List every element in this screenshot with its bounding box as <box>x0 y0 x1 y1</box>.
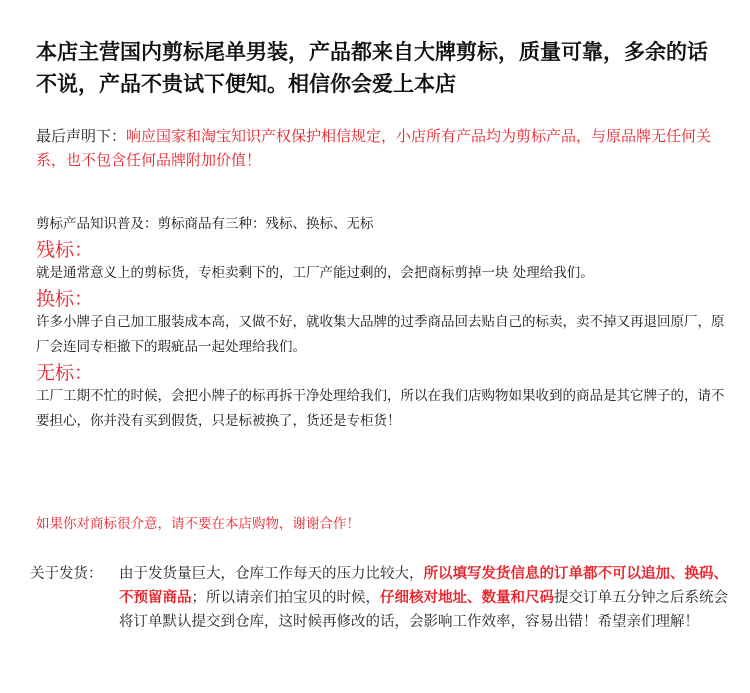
term-replaced-tag: 换标： <box>36 288 94 310</box>
shipping-highlight-no-changes: 所以填写发货信息的订单都不可以追加、换码、不预留商品 <box>119 566 728 606</box>
shipping-text-1: 由于发货量巨大，仓库工作每天的压力比较大， <box>119 566 424 582</box>
final-statement <box>36 124 736 172</box>
term-replaced-tag-description: 许多小牌子自己加工服装成本高，又做不好，就收集大品牌的过季商品回去贴自己的标卖，卖不掉又再退回原厂，原厂会连同专柜撤下的瑕疵品一起处理给我们。 <box>36 314 725 355</box>
trademark-notice: 如果你对商标很介意，请不要在本店购物，谢谢合作！ <box>36 516 360 532</box>
shipping-label: 关于发货： <box>30 566 103 582</box>
tag-knowledge-section <box>36 212 726 434</box>
term-no-tag: 无标： <box>36 362 94 384</box>
shipping-text-2: ；所以请亲们拍宝贝的时候， <box>191 590 380 606</box>
statement-text: 响应国家和淘宝知识产权保护相信规定，小店所有产品均为剪标产品，与原品牌无任何关系，也不包含任何品牌附加价值！ <box>36 127 712 169</box>
shipping-body <box>119 562 729 634</box>
shipping-highlight-check-details: 仔细核对地址、数量和尺码 <box>380 590 554 606</box>
knowledge-intro: 剪标产品知识普及：剪标商品有三种：残标、换标、无标 <box>36 216 374 232</box>
term-residual-tag: 残标： <box>36 239 94 261</box>
term-no-tag-description: 工厂工期不忙的时候，会把小牌子的标再拆干净处理给我们，所以在我们店购物如果收到的商品是其它牌子的，请不要担心，你并没有买到假货，只是标被换了，货还是专柜货！ <box>36 388 725 429</box>
term-residual-tag-description: 就是通常意义上的剪标货，专柜卖剩下的，工厂产能过剩的，会把商标剪掉一块 处理给我们。 <box>36 265 594 281</box>
store-intro-heading: 本店主营国内剪标尾单男装，产品都来自大牌剪标，质量可靠，多余的话不说，产品不贵试下便知。相信你会爱上本店 <box>36 40 708 96</box>
shipping-text-3: 提交订单五分钟之后系统会将订单默认提交到仓库，这时候再修改的话，会影响工作效率，容易出错！希望亲们理解！ <box>119 590 728 630</box>
statement-prefix: 最后声明下： <box>36 127 127 145</box>
